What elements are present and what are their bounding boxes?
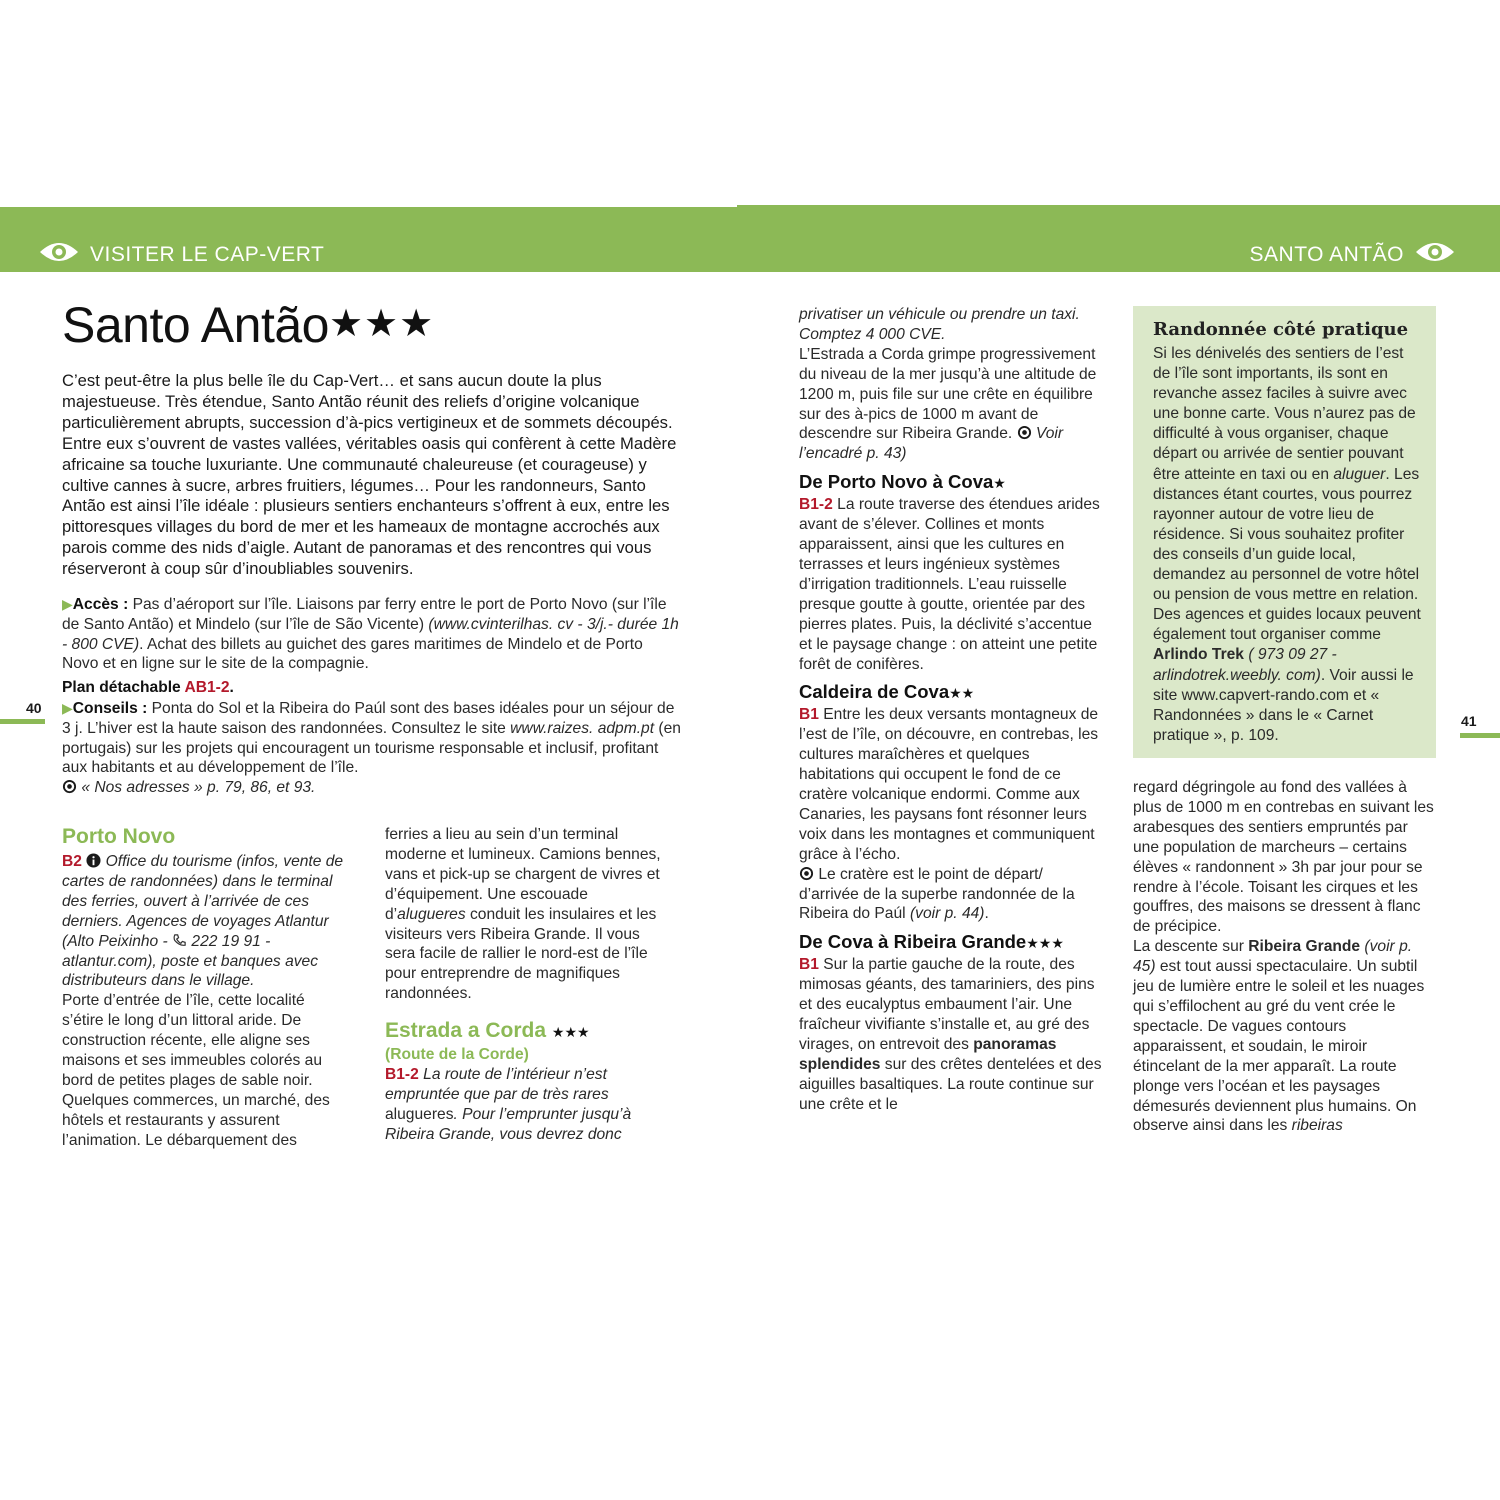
rating-stars: ★★★: [328, 303, 435, 345]
acces-paragraph: ▶Accès : Pas d’aéroport sur l’île. Liaisons par ferry entre le port de Porto Novo (sur l’île de Santo Antão) et Mindelo (sur l’île de São Vicente) (www.cvinterilhas. cv - 3/j.- durée 1h - 800 CVE). Achat des billets au guichet des gares maritimes de Mindelo et de Porto Novo et en ligne sur le site de la compagnie.: [62, 596, 679, 673]
section-heading: Porto Novo: [62, 825, 176, 848]
column-four: regard dégringole au fond des vallées à plus de 1000 m en contrebas en suivant les arabesques des sentiers empruntés par une population de marcheurs – certains élèves « randonnent » 3h par jour pour se rendre à l’école. Toisant les cirques et les gouffres, des maisons se dressent à flanc de précipice. La descente sur Ribeira Grande (voir p. 45) est tout aussi spectaculaire. Un subtil jeu de lumière entre le soleil et les nuages qui s’effilochent au gré du vent crée le spectacle. De vagues contours apparaissent, et soudain, le miroir étincelant de la mer apparaît. La route plonge vers l’océan et les paysages démesurés deviennent plus humains. On observe ainsi dans les ribeiras: [1133, 779, 1434, 1135]
section-subheading: (Route de la Corde): [385, 1046, 529, 1064]
intro-paragraph: C’est peut-être la plus belle île du Cap-Vert… et sans aucun doute la plus majestueuse. Très étendue, Santo Antão réunit des reliefs d’origine volcanique particulièrement abrupts, succession d’à-pics vertigineux et de sommets découpés. Entre eux s’ouvrent de vastes vallées, véritables oasis qui confèrent à cette Madère africaine sa touche luxuriante. Une communauté chaleureuse (et courageuse) y cultive cannes à sucre, arbres fruitiers, légumes… Pour les randonneurs, Santo Antão est ainsi l’île idéale : plusieurs sentiers enchanteurs s’offrent à eux, entre les pittoresques villages du bord de mer et les hameaux de montagne accrochés aux parois comme des nids d’aigle. Autant de panoramas et des rencontres qui vous réserveront à coup sûr d’inoubliables souvenirs.: [62, 371, 677, 579]
triangle-bullet-icon: ▶: [62, 700, 73, 716]
header-left-label: VISITER LE CAP-VERT: [90, 243, 325, 266]
column-two: ferries a lieu au sein d’un terminal moderne et lumineux. Camions bennes, vans et pick-up se chargent de vivres et d’équipement. Une escouade d’alugueres conduit les insulaires et les visiteurs vers Ribeira Grande. Il vous sera facile de rallier le nord-est de l’île pour entreprendre de magnifiques randonnées. Estrada a Corda ★★★ (Route de la Corde) B1-2 La route de l’intérieur n’est empruntée que par de très rares alugueres. Pour l’emprunter jusqu’à Ribeira Grande, vous devrez donc: [385, 825, 670, 1145]
section-heading: De Cova à Ribeira Grande★★★: [799, 931, 1064, 953]
header-right-label: SANTO ANTÃO: [1249, 243, 1404, 266]
page-title: Santo Antão★★★: [62, 297, 435, 353]
conseils-paragraph: ▶Conseils : Ponta do Sol et la Ribeira do Paúl sont des bases idéales pour un séjour de 3 j. L’hiver est la haute saison des randonnées. Consultez le site www.raizes. adpm.pt (en portugais) sur les projets qui encouragent un tourisme responsable et inclusif, profitant aux habitants et au développement de l’île. « Nos adresses » p. 79, 86, et 93.: [62, 700, 681, 797]
page-number-right: 41: [1461, 713, 1477, 729]
section-heading: De Porto Novo à Cova★: [799, 471, 1006, 493]
phone-icon: [172, 933, 187, 948]
section-heading: Caldeira de Cova★★: [799, 681, 975, 703]
sidebar-title: Randonnée côté pratique: [1153, 319, 1409, 340]
info-icon: [86, 853, 101, 868]
eye-icon: [38, 238, 80, 266]
see-reference-icon: [799, 866, 814, 881]
column-three: privatiser un véhicule ou prendre un taxi. Comptez 4 000 CVE. L’Estrada a Corda grimpe progressivement du niveau de la mer jusqu’à une altitude de 1200 m, puis file sur une crête en équilibre sur des à-pics de 1000 m avant de descendre sur Ribeira Grande. Voir l’encadré p. 43) De Porto Novo à Cova★ B1-2 La route traverse des étendues arides avant de s’élever. Collines et monts apparaissent, ainsi que les cultures en terrasses et leurs ingénieux systèmes d’irrigation traditionnels. L’eau ruisselle presque goutte à goutte, orientée par des pierres plates. Puis, la déclivité s’accentue et le paysage change : on atteint une petite forêt de conifères. Caldeira de Cova★★ B1 Entre les deux versants montagneux de l’est de l’île, on découvre, en contrebas, les cultures maraîchères et quelques habitations qui occupent le fond de ce cratère volcanique endormi. Comme aux Canaries, les paysans font résonner leurs voix dans les montagnes et communiquent grâce à l’écho. Le cratère est le point de départ/ d’arrivée de la superbe randonnée de la Ribeira do Paúl (voir p. 44). De Cova à Ribeira Grande★★★ B1 Sur la partie gauche de la route, des mimosas géants, des tamariniers, des pins et des eucalyptus embaument l’air. Une fraîcheur vivifiante s’installe et, au gré des virages, on entrevoit des panoramas splendides sur des crêtes dentelées et des aiguilles basaltiques. La route continue sur une crête et le: [799, 305, 1105, 1115]
plan-line: Plan détachable AB1-2.: [62, 679, 234, 696]
section-heading: Estrada a Corda ★★★: [385, 1019, 590, 1043]
folio-marker-right: [1460, 733, 1500, 738]
porto-novo-section: Porto Novo B2 Office du tourisme (infos, vente de cartes de randonnées) dans le terminal des ferries, ouvert à l’arrivée de ces derniers. Agences de voyages Atlantur (Alto Peixinho - 222 19 91 - atlantur.com), poste et banques avec distributeurs dans le village. Porte d’entrée de l’île, cette localité s’étire le long d’un littoral aride. De construction récente, elle aligne ses maisons et ses immeubles colorés au bord de petites plages de sable noir. Quelques commerces, un marché, des hôtels et restaurants y assurent l’animation. Le débarquement des: [62, 825, 344, 1149]
folio-marker-left: [0, 719, 45, 724]
eye-icon: [1414, 238, 1456, 266]
sidebar-box: Randonnée côté pratique Si les dénivelés des sentiers de l’est de l’île sont importants, ils sont en revanche assez faciles à suivre avec une bonne carte. Vous n’aurez pas de difficulté à vous organiser, chaque départ ou arrivée de sentier pouvant être atteinte en taxi ou en aluguer. Les distances étant courtes, vous pourrez rayonner autour de votre lieu de résidence. Si vous souhaitez profiter des conseils d’un guide local, demandez au personnel de votre hôtel ou pension de vous mettre en relation. Des agences et guides locaux peuvent également tout organiser comme Arlindo Trek ( 973 09 27 - arlindotrek.weebly. com). Voir aussi le site www.capvert-rando.com et « Randonnées » dans le « Carnet pratique », p. 109.: [1133, 306, 1436, 758]
triangle-bullet-icon: ▶: [62, 596, 73, 612]
see-reference-icon: [1017, 425, 1032, 440]
page-number-left: 40: [26, 700, 42, 716]
see-reference-icon: [62, 779, 77, 794]
